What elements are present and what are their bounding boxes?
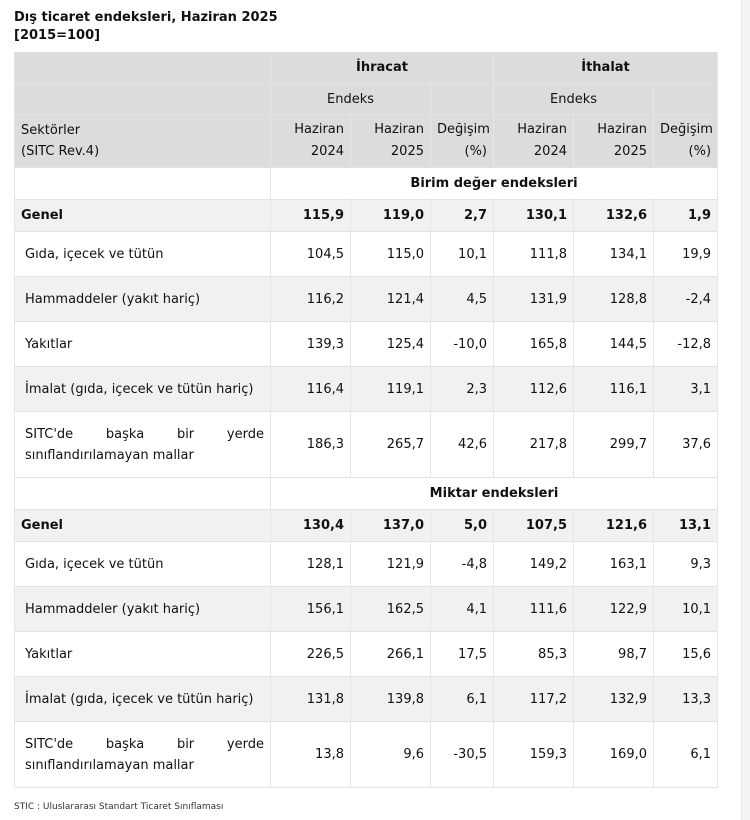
cell-value: 42,6 bbox=[431, 412, 494, 478]
col-export-2024: Haziran 2024 bbox=[271, 115, 351, 168]
cell-value: 6,1 bbox=[431, 677, 494, 722]
cell-value: 134,1 bbox=[574, 232, 654, 277]
cell-value: 119,1 bbox=[351, 367, 431, 412]
export-header: İhracat bbox=[271, 52, 494, 84]
cell-value: 19,9 bbox=[654, 232, 718, 277]
cell-value: 128,8 bbox=[574, 277, 654, 322]
cell-value: 299,7 bbox=[574, 412, 654, 478]
cell-value: -30,5 bbox=[431, 722, 494, 788]
cell-value: 1,9 bbox=[654, 200, 718, 232]
trade-index-table bbox=[14, 52, 718, 788]
cell-value: 2,7 bbox=[431, 200, 494, 232]
section-header-row bbox=[15, 478, 718, 510]
cell-value: 121,6 bbox=[574, 510, 654, 542]
header-row-groups bbox=[15, 52, 718, 84]
cell-value: 4,5 bbox=[431, 277, 494, 322]
row-label: İmalat (gıda, içecek ve tütün hariç) bbox=[15, 677, 271, 722]
table-row bbox=[15, 677, 718, 722]
cell-value: 37,6 bbox=[654, 412, 718, 478]
header-blank bbox=[15, 52, 271, 84]
cell-value: 131,8 bbox=[271, 677, 351, 722]
table-row bbox=[15, 412, 718, 478]
cell-value: 149,2 bbox=[494, 542, 574, 587]
row-label: SITC'de başka bir yerde sınıflandırılamayan mallar bbox=[15, 722, 271, 788]
cell-value: 13,3 bbox=[654, 677, 718, 722]
cell-value: 137,0 bbox=[351, 510, 431, 542]
cell-value: 169,0 bbox=[574, 722, 654, 788]
cell-value: 130,4 bbox=[271, 510, 351, 542]
col-import-2025: Haziran 2025 bbox=[574, 115, 654, 168]
cell-value: 98,7 bbox=[574, 632, 654, 677]
cell-value: 10,1 bbox=[654, 587, 718, 632]
table-row bbox=[15, 542, 718, 587]
cell-value: 13,1 bbox=[654, 510, 718, 542]
cell-value: 121,4 bbox=[351, 277, 431, 322]
cell-value: 217,8 bbox=[494, 412, 574, 478]
row-label: Yakıtlar bbox=[15, 322, 271, 367]
table-row bbox=[15, 722, 718, 788]
row-label: Genel bbox=[15, 200, 271, 232]
cell-value: 116,2 bbox=[271, 277, 351, 322]
cell-value: 9,3 bbox=[654, 542, 718, 587]
cell-value: 186,3 bbox=[271, 412, 351, 478]
import-header: İthalat bbox=[494, 52, 718, 84]
row-label: İmalat (gıda, içecek ve tütün hariç) bbox=[15, 367, 271, 412]
footnote: STIC : Uluslararası Standart Ticaret Sınıflaması bbox=[14, 802, 224, 812]
general-row bbox=[15, 200, 718, 232]
cell-value: 121,9 bbox=[351, 542, 431, 587]
row-label: SITC'de başka bir yerde sınıflandırılamayan mallar bbox=[15, 412, 271, 478]
cell-value: 162,5 bbox=[351, 587, 431, 632]
cell-value: 156,1 bbox=[271, 587, 351, 632]
col-import-change: Değişim (%) bbox=[654, 115, 718, 168]
cell-value: 139,3 bbox=[271, 322, 351, 367]
table-body bbox=[15, 168, 718, 788]
export-index-header: Endeks bbox=[271, 84, 431, 115]
header-row-index bbox=[15, 84, 718, 115]
cell-value: 10,1 bbox=[431, 232, 494, 277]
table-row bbox=[15, 632, 718, 677]
cell-value: 132,6 bbox=[574, 200, 654, 232]
scrollbar-track[interactable] bbox=[741, 0, 750, 820]
section-title: Birim değer endeksleri bbox=[271, 168, 718, 200]
cell-value: 128,1 bbox=[271, 542, 351, 587]
col-import-2024: Haziran 2024 bbox=[494, 115, 574, 168]
cell-value: -12,8 bbox=[654, 322, 718, 367]
cell-value: 107,5 bbox=[494, 510, 574, 542]
header-row-columns bbox=[15, 115, 718, 168]
cell-value: -4,8 bbox=[431, 542, 494, 587]
cell-value: 104,5 bbox=[271, 232, 351, 277]
cell-value: 15,6 bbox=[654, 632, 718, 677]
cell-value: 139,8 bbox=[351, 677, 431, 722]
cell-value: 132,9 bbox=[574, 677, 654, 722]
cell-value: 163,1 bbox=[574, 542, 654, 587]
col-export-change: Değişim (%) bbox=[431, 115, 494, 168]
section-title: Miktar endeksleri bbox=[271, 478, 718, 510]
cell-value: 112,6 bbox=[494, 367, 574, 412]
cell-value: 116,4 bbox=[271, 367, 351, 412]
section-header-row bbox=[15, 168, 718, 200]
cell-value: 226,5 bbox=[271, 632, 351, 677]
table-row bbox=[15, 232, 718, 277]
cell-value: 122,9 bbox=[574, 587, 654, 632]
cell-value: 2,3 bbox=[431, 367, 494, 412]
row-label: Hammaddeler (yakıt hariç) bbox=[15, 587, 271, 632]
cell-value: 13,8 bbox=[271, 722, 351, 788]
cell-value: 111,8 bbox=[494, 232, 574, 277]
col-export-2025: Haziran 2025 bbox=[351, 115, 431, 168]
table-row bbox=[15, 367, 718, 412]
import-index-header: Endeks bbox=[494, 84, 654, 115]
row-label: Hammaddeler (yakıt hariç) bbox=[15, 277, 271, 322]
base-year-note: [2015=100] bbox=[14, 28, 101, 43]
cell-value: -10,0 bbox=[431, 322, 494, 367]
cell-value: 85,3 bbox=[494, 632, 574, 677]
row-label: Yakıtlar bbox=[15, 632, 271, 677]
page-title: Dış ticaret endeksleri, Haziran 2025 bbox=[14, 10, 278, 25]
cell-value: 125,4 bbox=[351, 322, 431, 367]
cell-value: 144,5 bbox=[574, 322, 654, 367]
cell-value: 265,7 bbox=[351, 412, 431, 478]
cell-value: 116,1 bbox=[574, 367, 654, 412]
general-row bbox=[15, 510, 718, 542]
cell-value: 119,0 bbox=[351, 200, 431, 232]
cell-value: -2,4 bbox=[654, 277, 718, 322]
cell-value: 111,6 bbox=[494, 587, 574, 632]
cell-value: 115,0 bbox=[351, 232, 431, 277]
cell-value: 3,1 bbox=[654, 367, 718, 412]
cell-value: 165,8 bbox=[494, 322, 574, 367]
cell-value: 117,2 bbox=[494, 677, 574, 722]
table-row bbox=[15, 587, 718, 632]
cell-value: 9,6 bbox=[351, 722, 431, 788]
cell-value: 159,3 bbox=[494, 722, 574, 788]
row-label: Gıda, içecek ve tütün bbox=[15, 232, 271, 277]
cell-value: 4,1 bbox=[431, 587, 494, 632]
sector-header: Sektörler (SITC Rev.4) bbox=[15, 115, 271, 168]
cell-value: 115,9 bbox=[271, 200, 351, 232]
cell-value: 5,0 bbox=[431, 510, 494, 542]
cell-value: 17,5 bbox=[431, 632, 494, 677]
cell-value: 266,1 bbox=[351, 632, 431, 677]
table-row bbox=[15, 277, 718, 322]
table-row bbox=[15, 322, 718, 367]
row-label: Gıda, içecek ve tütün bbox=[15, 542, 271, 587]
cell-value: 6,1 bbox=[654, 722, 718, 788]
cell-value: 131,9 bbox=[494, 277, 574, 322]
row-label: Genel bbox=[15, 510, 271, 542]
cell-value: 130,1 bbox=[494, 200, 574, 232]
